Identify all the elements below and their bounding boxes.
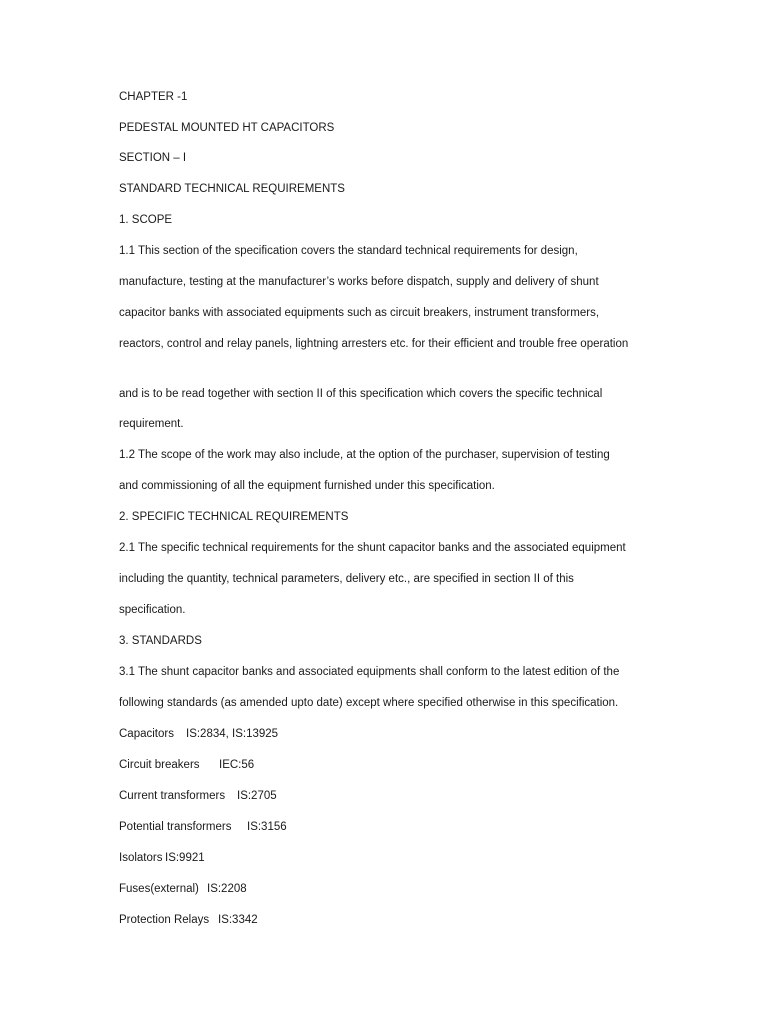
standard-name: Fuses(external) xyxy=(119,883,199,895)
chapter-heading: CHAPTER -1 xyxy=(119,91,188,103)
paragraph-line: 1.1 This section of the specification covers the standard technical requirements for design, xyxy=(119,245,578,257)
paragraph-line: requirement. xyxy=(119,418,184,430)
paragraph-line: including the quantity, technical parameters, delivery etc., are specified in section II of this xyxy=(119,573,574,585)
standard-item xyxy=(119,851,205,865)
document-title: PEDESTAL MOUNTED HT CAPACITORS xyxy=(119,122,335,134)
paragraph-line: and is to be read together with section II of this specification which covers the specific technical xyxy=(119,388,603,400)
paragraph-line: 2.1 The specific technical requirements for the shunt capacitor banks and the associated equipment xyxy=(119,542,626,554)
standard-name: Capacitors xyxy=(119,728,174,740)
section-title: STANDARD TECHNICAL REQUIREMENTS xyxy=(119,183,345,195)
standard-name: Isolators xyxy=(119,852,163,864)
standard-name: Circuit breakers xyxy=(119,759,200,771)
paragraph-line: and commissioning of all the equipment furnished under this specification. xyxy=(119,480,495,492)
paragraph-line: specification. xyxy=(119,604,186,616)
specific-requirements-heading: 2. SPECIFIC TECHNICAL REQUIREMENTS xyxy=(119,511,349,523)
standard-name: Protection Relays xyxy=(119,914,210,926)
standard-item xyxy=(119,913,258,927)
paragraph-line: following standards (as amended upto date) except where specified otherwise in this specification. xyxy=(119,697,619,709)
standards-heading: 3. STANDARDS xyxy=(119,635,202,647)
paragraph-line: capacitor banks with associated equipments such as circuit breakers, instrument transformers, xyxy=(119,307,600,319)
paragraph-line: manufacture, testing at the manufacturer’s works before dispatch, supply and delivery of shunt xyxy=(119,276,599,288)
paragraph-line: 1.2 The scope of the work may also include, at the option of the purchaser, supervision of testing xyxy=(119,449,610,461)
standard-name: Current transformers xyxy=(119,790,226,802)
scope-heading: 1. SCOPE xyxy=(119,214,173,226)
standard-code: IS:3342 xyxy=(218,914,258,926)
paragraph-line: reactors, control and relay panels, lightning arresters etc. for their efficient and trouble free operation xyxy=(119,338,629,350)
paragraph-line: 3.1 The shunt capacitor banks and associated equipments shall conform to the latest edition of the xyxy=(119,666,620,678)
standard-item xyxy=(119,882,247,896)
standard-code: IS:3156 xyxy=(247,821,287,833)
standard-code: IEC:56 xyxy=(219,759,255,771)
section-heading: SECTION – I xyxy=(119,152,187,164)
standard-item xyxy=(119,727,278,741)
standard-code: IS:9921 xyxy=(165,852,205,864)
standard-code: IS:2834, IS:13925 xyxy=(186,728,279,740)
standard-item xyxy=(119,820,287,834)
standard-item xyxy=(119,789,277,803)
standard-code: IS:2705 xyxy=(237,790,277,802)
standard-item xyxy=(119,758,254,772)
standard-name: Potential transformers xyxy=(119,821,232,833)
standard-code: IS:2208 xyxy=(207,883,247,895)
